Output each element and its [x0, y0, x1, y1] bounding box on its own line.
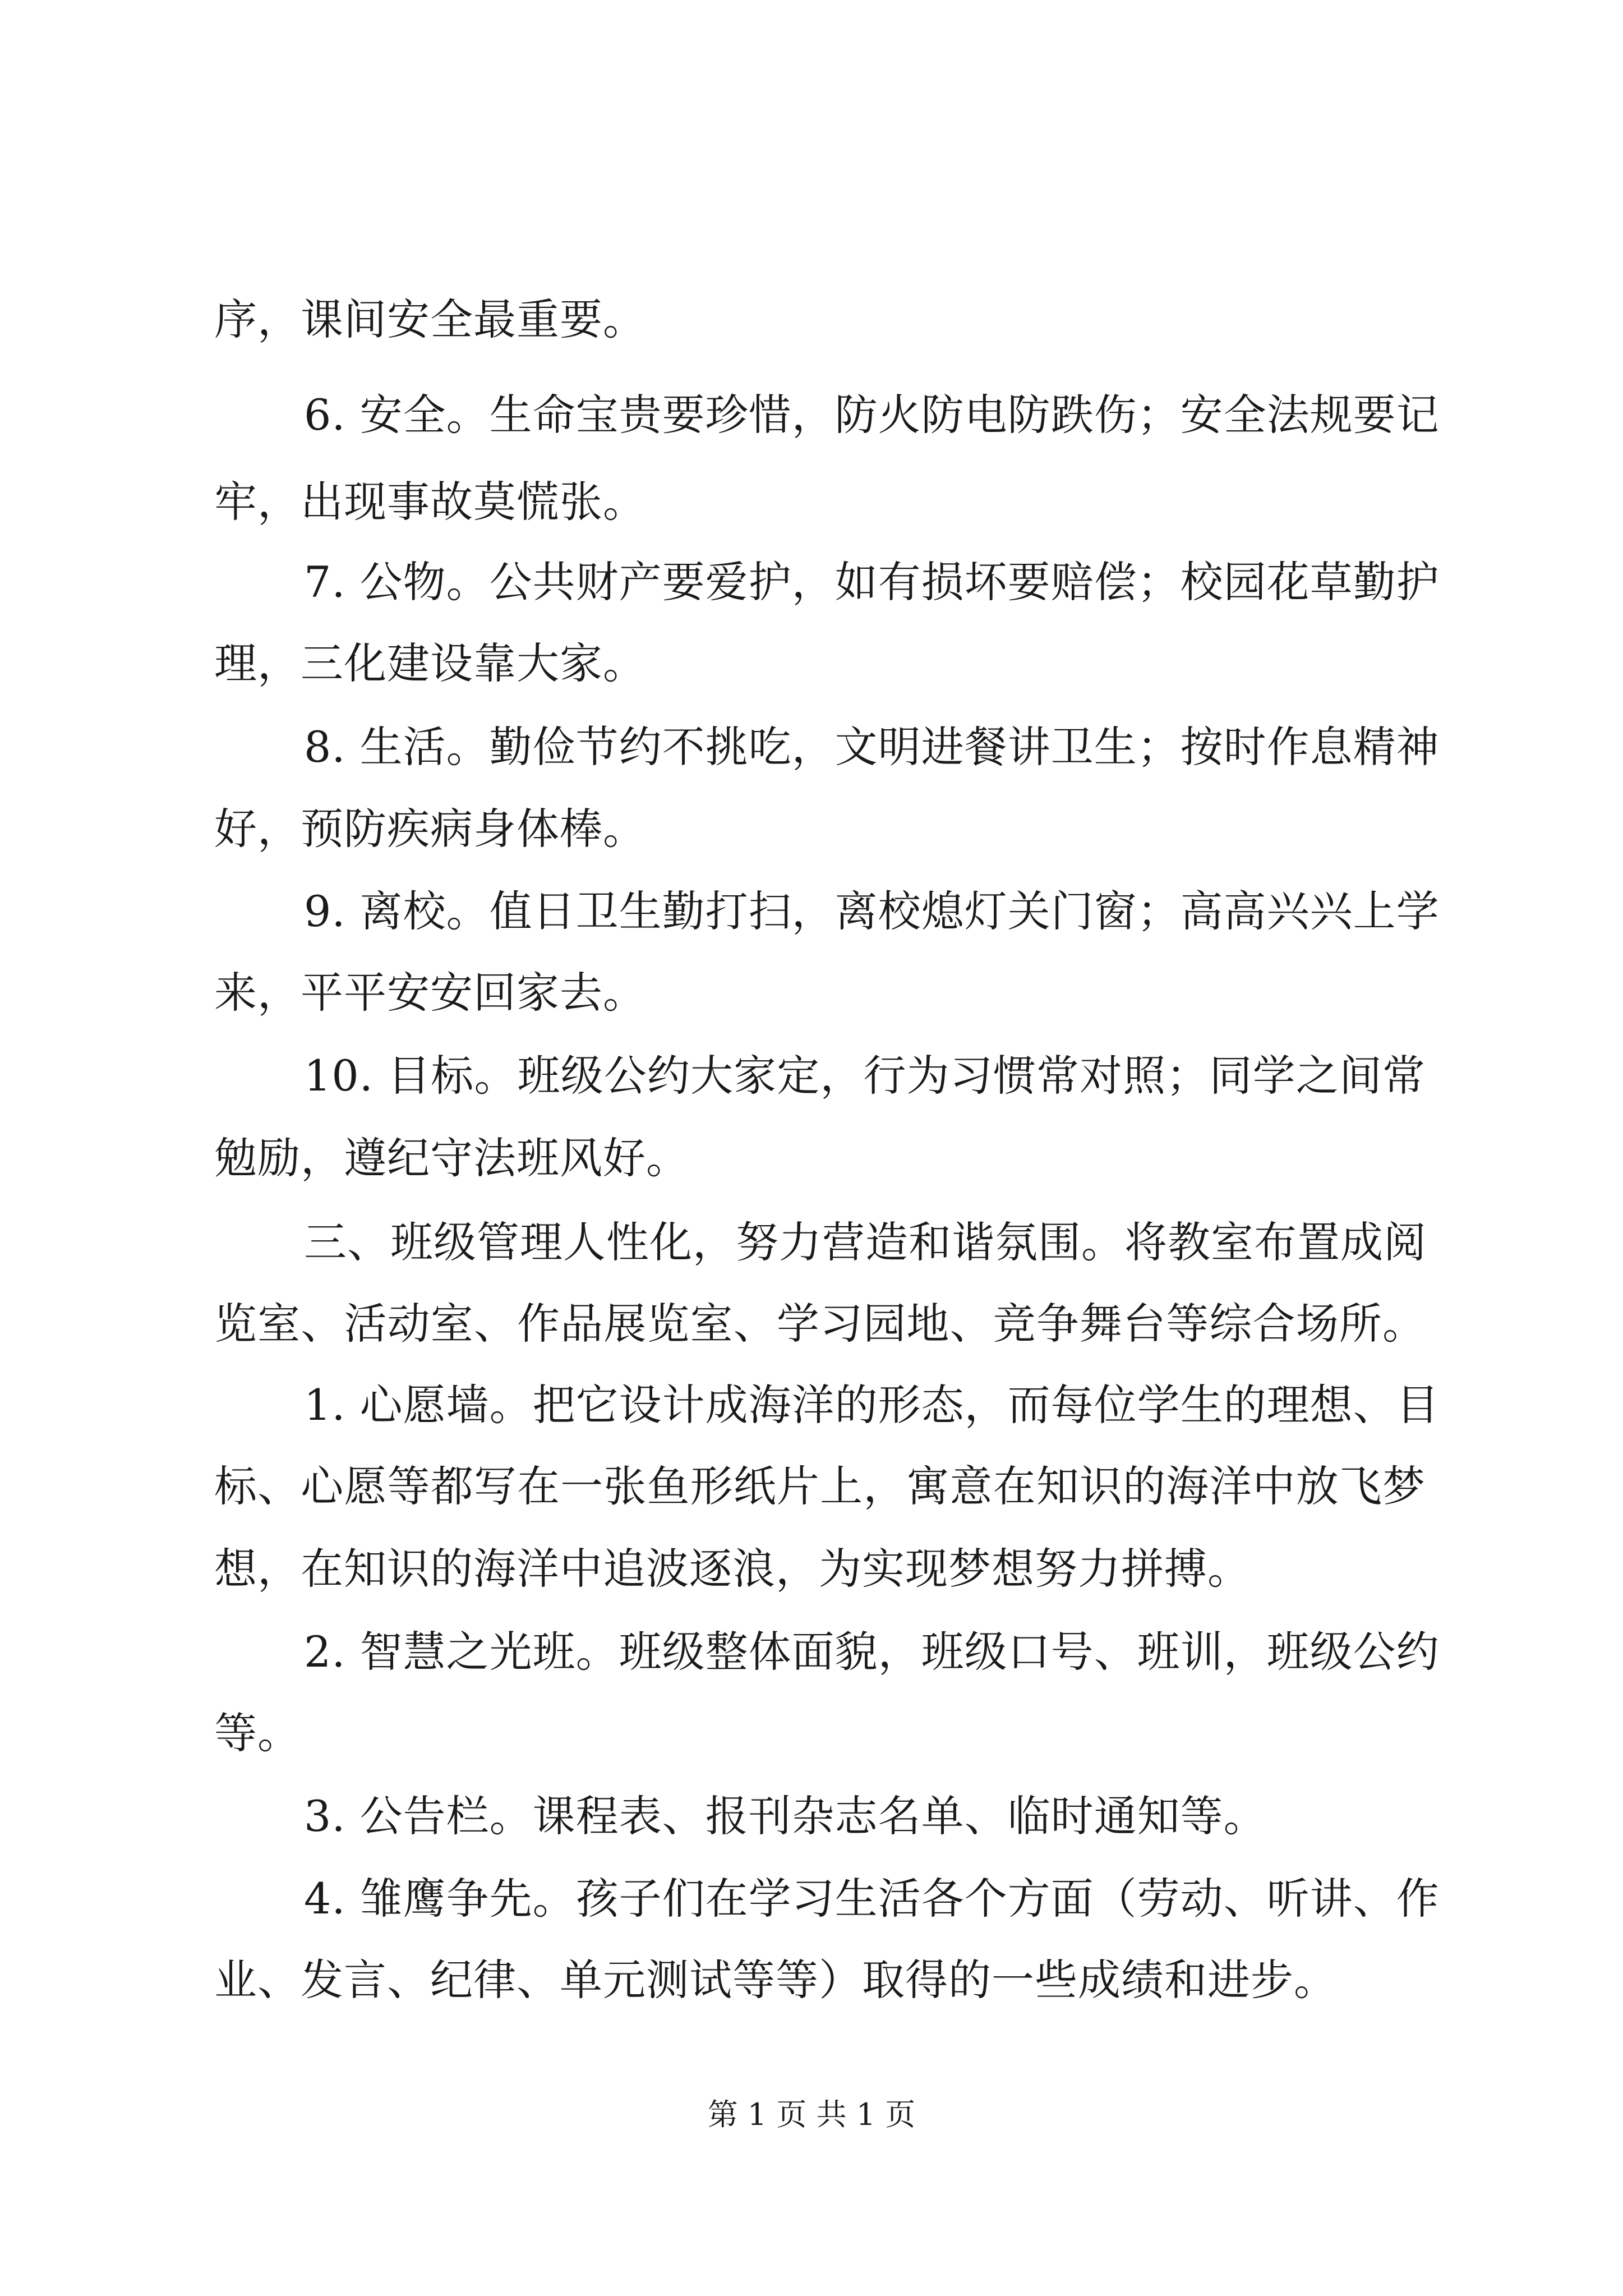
text-line: 7. 公物。公共财产要爱护，如有损坏要赔偿；校园花草勤护 — [304, 557, 1440, 607]
text-line: 览室、活动室、作品展览室、学习园地、竞争舞台等综合场所。 — [214, 1299, 1426, 1349]
text-line: 理，三化建设靠大家。 — [214, 638, 646, 688]
text-line: 三、班级管理人性化，努力营造和谐氛围。将教室布置成阅 — [304, 1217, 1427, 1267]
text-line: 好，预防疾病身体棒。 — [214, 804, 646, 854]
text-line: 序，课间安全最重要。 — [214, 295, 646, 344]
text-line: 4. 雏鹰争先。孩子们在学习生活各个方面（劳动、听讲、作 — [304, 1874, 1440, 1924]
text-line: 想，在知识的海洋中追波逐浪，为实现梦想努力拼搏。 — [214, 1544, 1251, 1594]
text-line: 10. 目标。班级公约大家定，行为习惯常对照；同学之间常 — [304, 1051, 1426, 1101]
text-line: 来，平平安安回家去。 — [214, 968, 646, 1018]
text-line: 9. 离校。值日卫生勤打扫，离校熄灯关门窗；高高兴兴上学 — [304, 886, 1440, 936]
text-line: 牢，出现事故莫慌张。 — [214, 477, 646, 527]
text-line: 6. 安全。生命宝贵要珍惜，防火防电防跌伤；安全法规要记 — [304, 390, 1440, 440]
text-line: 3. 公告栏。课程表、报刊杂志名单、临时通知等。 — [304, 1791, 1267, 1841]
text-line: 等。 — [214, 1708, 301, 1758]
text-line: 业、发言、纪律、单元测试等等）取得的一些成绩和进步。 — [214, 1955, 1337, 2005]
text-line: 标、心愿等都写在一张鱼形纸片上，寓意在知识的海洋中放飞梦 — [214, 1461, 1426, 1511]
page-number-footer: 第 1 页 共 1 页 — [707, 2097, 916, 2132]
text-line: 8. 生活。勤俭节约不挑吃，文明进餐讲卫生；按时作息精神 — [304, 722, 1440, 772]
text-line: 勉励，遵纪守法班风好。 — [214, 1133, 689, 1183]
text-line: 1. 心愿墙。把它设计成海洋的形态，而每位学生的理想、目 — [304, 1380, 1440, 1430]
text-line: 2. 智慧之光班。班级整体面貌，班级口号、班训，班级公约 — [304, 1627, 1440, 1677]
